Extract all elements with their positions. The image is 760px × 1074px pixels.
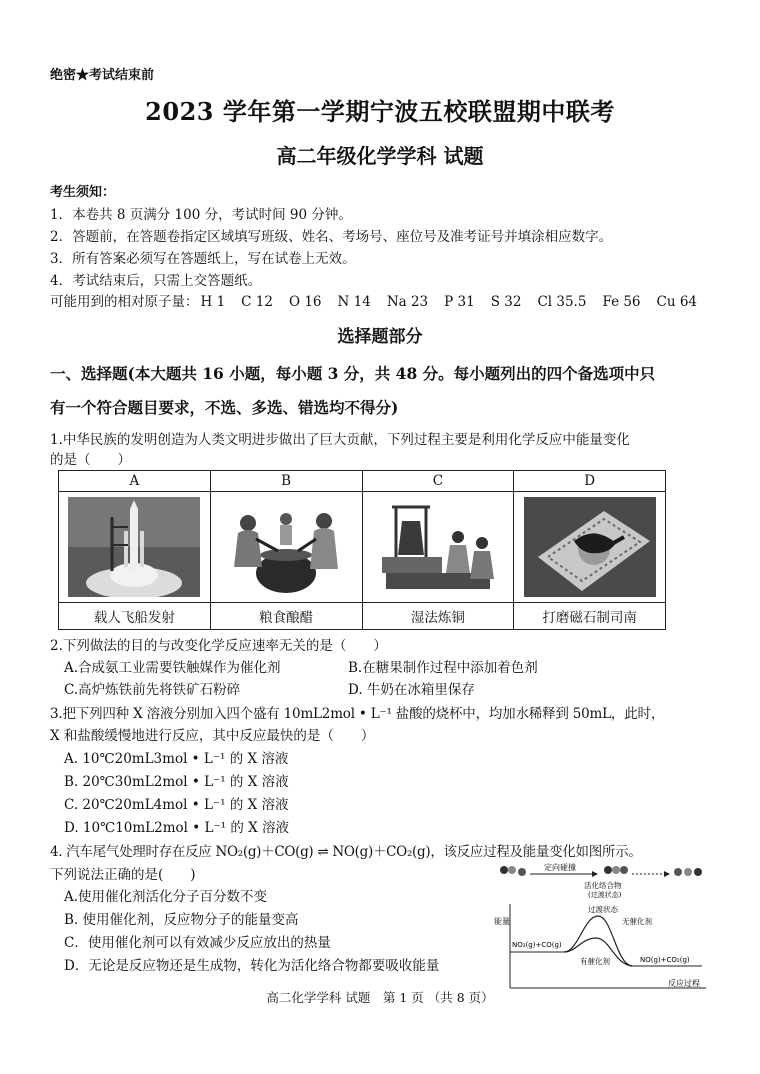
rocket-launch-image bbox=[68, 497, 200, 597]
vinegar-brewing-image bbox=[220, 497, 352, 597]
complex-molecules-icon bbox=[604, 866, 628, 874]
wet-copper-smelting-image bbox=[372, 497, 504, 597]
arrow-head-icon bbox=[592, 871, 598, 877]
option-caption: 湿法炼铜 bbox=[362, 603, 514, 630]
q4-option: B. 使用催化剂，反应物分子的能量变高 bbox=[64, 912, 299, 928]
products-label: NO(g)+CO₂(g) bbox=[640, 956, 690, 964]
energy-diagram bbox=[492, 860, 714, 994]
q3-stem: X 和盐酸缓慢地进行反应，其中反应最快的是（ ） bbox=[50, 728, 375, 744]
part-instruction: 一、选择题(本大题共 16 小题，每小题 3 分，共 48 分。每小题列出的四个备选项中只 bbox=[50, 364, 656, 383]
atomic-mass: Fe 56 bbox=[602, 294, 641, 310]
exam-title: 2023 学年第一学期宁波五校联盟期中联考 bbox=[145, 97, 615, 126]
q3-stem: 3.把下列四种 X 溶液分别加入四个盛有 10mL2mol • L⁻¹ 盐酸的烧杯中，均加水稀释到 50mL，此时， bbox=[50, 706, 665, 722]
q4-stem: 4. 汽车尾气处理时存在反应 NO₂(g)＋CO(g) ⇌ NO(g)＋CO₂(g)，该反应过程及能量变化如图所示。 bbox=[50, 844, 642, 860]
q4-option: D．无论是反应物还是生成物，转化为活化络合物都要吸收能量 bbox=[64, 958, 440, 974]
transition-state-label: 过渡状态 bbox=[588, 905, 618, 914]
q1-stem: 的是（ ） bbox=[50, 452, 131, 468]
notice-item: 4．考试结束后，只需上交答题纸。 bbox=[50, 273, 262, 289]
complex-label: 活化络合物 bbox=[584, 881, 622, 890]
confidential-label: 绝密★考试结束前 bbox=[50, 68, 155, 83]
option-caption: 粮食酿醋 bbox=[210, 603, 362, 630]
notice-item: 1．本卷共 8 页满分 100 分，考试时间 90 分钟。 bbox=[50, 207, 352, 223]
atomic-mass: S 32 bbox=[490, 294, 522, 310]
q2-option: C.高炉炼铁前先将铁矿石粉碎 bbox=[64, 682, 241, 698]
atomic-mass: O 16 bbox=[288, 294, 322, 310]
exam-subtitle: 高二年级化学学科 试题 bbox=[276, 144, 484, 168]
option-letter: A bbox=[59, 471, 211, 492]
x-axis-label: 反应过程 bbox=[668, 979, 700, 988]
q3-option: A. 10℃20mL3mol • L⁻¹ 的 X 溶液 bbox=[64, 751, 289, 767]
atomic-mass: Na 23 bbox=[386, 294, 429, 310]
notice-heading: 考生须知： bbox=[50, 185, 116, 200]
notice-item: 2．答题前，在答题卷指定区域填写班级、姓名、考场号、座位号及准考证号并填涂相应数字。 bbox=[50, 229, 613, 245]
atomic-mass-label: 可能用到的相对原子量： bbox=[50, 294, 199, 310]
q3-option: B. 20℃30mL2mol • L⁻¹ 的 X 溶液 bbox=[64, 774, 289, 790]
q2-option: B.在糖果制作过程中添加着色剂 bbox=[348, 660, 538, 676]
q3-option: D. 10℃10mL2mol • L⁻¹ 的 X 溶液 bbox=[64, 820, 290, 836]
page-footer: 高二化学学科 试题 第 1 页 （共 8 页） bbox=[266, 990, 494, 1005]
product-molecules-icon bbox=[674, 868, 702, 876]
atomic-mass: Cu 64 bbox=[656, 294, 698, 310]
atomic-mass: C 12 bbox=[241, 294, 273, 310]
reactant-molecules-icon bbox=[500, 866, 526, 876]
q3-option: C. 20℃20mL4mol • L⁻¹ 的 X 溶液 bbox=[64, 797, 289, 813]
q1-options-table bbox=[58, 470, 666, 630]
reactants-label: NO₂(g)+CO(g) bbox=[512, 941, 562, 949]
q1-stem: 1.中华民族的发明创造为人类文明进步做出了巨大贡献，下列过程主要是利用化学反应中能量变化 bbox=[50, 432, 630, 448]
arrow-head-icon bbox=[664, 871, 670, 877]
part-instruction: 有一个符合题目要求，不选、多选、错选均不得分) bbox=[50, 398, 399, 417]
section-title: 选择题部分 bbox=[337, 327, 423, 347]
option-caption: 打磨磁石制司南 bbox=[514, 603, 666, 630]
q4-option: C．使用催化剂可以有效减少反应放出的热量 bbox=[64, 935, 331, 951]
notice-item: 3．所有答案必须写在答题纸上，写在试卷上无效。 bbox=[50, 251, 356, 267]
atomic-mass-line bbox=[50, 290, 713, 310]
q2-option: A.合成氨工业需要铁触媒作为催化剂 bbox=[64, 660, 281, 676]
complex-sublabel: (过渡状态) bbox=[588, 891, 622, 899]
no-catalyst-label: 无催化剂 bbox=[622, 917, 652, 926]
atomic-mass: Cl 35.5 bbox=[537, 294, 587, 310]
option-letter: C bbox=[362, 471, 514, 492]
compass-sinan-image bbox=[524, 497, 656, 597]
q2-stem: 2.下列做法的目的与改变化学反应速率无关的是（ ） bbox=[50, 638, 387, 654]
q4-stem: 下列说法正确的是( ) bbox=[50, 867, 196, 883]
collision-label: 定向碰撞 bbox=[544, 863, 576, 872]
atomic-mass: H 1 bbox=[200, 294, 226, 310]
q2-option: D. 牛奶在冰箱里保存 bbox=[348, 682, 475, 698]
q4-option: A.使用催化剂活化分子百分数不变 bbox=[64, 889, 268, 905]
atomic-mass: P 31 bbox=[444, 294, 475, 310]
option-letter: B bbox=[210, 471, 362, 492]
option-letter: D bbox=[514, 471, 666, 492]
y-axis-label: 能量 bbox=[494, 917, 510, 926]
atomic-mass: N 14 bbox=[337, 294, 371, 310]
catalyst-label: 有催化剂 bbox=[580, 957, 610, 966]
option-caption: 载人飞船发射 bbox=[59, 603, 211, 630]
